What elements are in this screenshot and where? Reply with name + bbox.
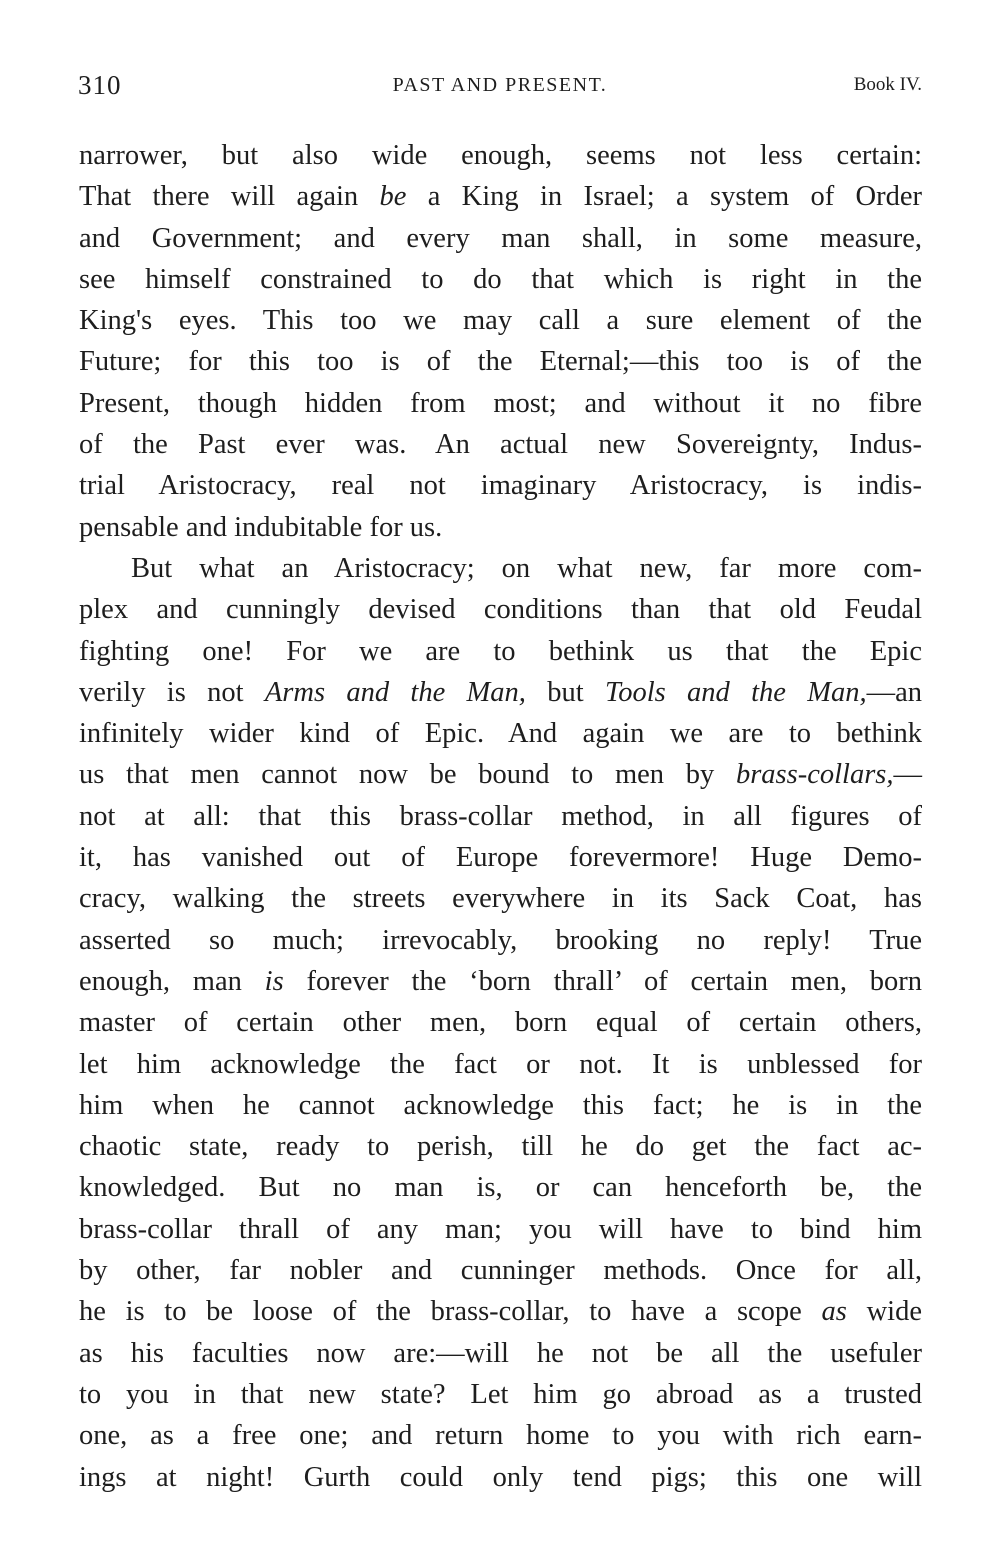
text-line <box>79 1415 922 1456</box>
italic-text: be <box>379 181 407 213</box>
text-segment: But what an Aristocracy; on what new, far more com- <box>131 552 922 584</box>
text-segment: asserted so much; irrevocably, brooking no reply! True <box>79 924 922 956</box>
paragraph <box>79 135 922 548</box>
text-segment: by other, far nobler and cunninger methods. Once for all, <box>79 1255 922 1287</box>
text-line <box>79 796 922 837</box>
text-segment: enough, man <box>79 965 265 997</box>
text-line <box>79 341 922 382</box>
text-line <box>79 713 922 754</box>
text-segment: forever the ‘born thrall’ of certain men, born <box>283 965 923 997</box>
italic-text: is <box>264 965 284 997</box>
text-line <box>79 631 922 672</box>
text-segment: him when he cannot acknowledge this fact; he is in the <box>79 1089 922 1121</box>
text-segment: not at all: that this brass-collar method, in all figures of <box>79 800 922 832</box>
page-number: 310 <box>78 70 122 100</box>
text-line <box>79 1002 922 1043</box>
text-line <box>79 1374 922 1415</box>
text-segment: —an <box>866 676 923 708</box>
text-segment: it, has vanished out of Europe forevermore! Huge Demo- <box>79 842 922 874</box>
italic-text: as <box>821 1296 847 1328</box>
text-line <box>79 1209 922 1250</box>
text-line <box>79 837 922 878</box>
text-segment: brass-collar thrall of any man; you will have to bind him <box>79 1213 922 1245</box>
text-line <box>79 1333 922 1374</box>
text-segment: — <box>893 759 922 791</box>
text-line <box>79 1250 922 1291</box>
text-segment: ings at night! Gurth could only tend pigs; this one will <box>79 1461 922 1493</box>
book-label: Book IV. <box>853 74 922 95</box>
text-segment: infinitely wider kind of Epic. And again we are to bethink <box>79 718 922 750</box>
text-segment: let him acknowledge the fact or not. It is unblessed for <box>79 1048 922 1080</box>
text-segment: pensable and indubitable for us. <box>79 511 443 543</box>
text-segment: of the Past ever was. An actual new Sovereignty, Indus- <box>79 429 922 461</box>
body-text <box>79 135 922 1498</box>
text-line <box>79 754 922 795</box>
text-segment: fighting one! For we are to bethink us that the Epic <box>79 635 922 667</box>
text-segment: master of certain other men, born equal of certain others, <box>79 1007 922 1039</box>
text-segment: a King in Israel; a system of Order <box>406 181 922 213</box>
text-line <box>79 672 922 713</box>
text-line <box>79 259 922 300</box>
italic-text: Arms and the Man, <box>264 676 526 708</box>
text-segment: knowledged. But no man is, or can henceforth be, the <box>79 1172 922 1204</box>
running-title: PAST AND PRESENT. <box>392 74 608 96</box>
text-line <box>79 300 922 341</box>
text-line <box>79 135 922 176</box>
text-line <box>79 920 922 961</box>
text-segment: plex and cunningly devised conditions than that old Feudal <box>79 594 922 626</box>
text-segment: us that men cannot now be bound to men by <box>79 759 736 791</box>
text-line <box>79 465 922 506</box>
text-segment: King's eyes. This too we may call a sure element of the <box>79 305 922 337</box>
text-line <box>79 424 922 465</box>
text-line <box>79 1044 922 1085</box>
text-segment: but <box>525 676 605 708</box>
text-line <box>79 548 922 589</box>
text-line <box>79 1291 922 1332</box>
text-line <box>79 1167 922 1208</box>
text-line <box>79 1457 922 1498</box>
text-segment: trial Aristocracy, real not imaginary Aristocracy, is indis- <box>79 470 922 502</box>
text-line <box>79 176 922 217</box>
text-line <box>79 878 922 919</box>
text-line <box>79 218 922 259</box>
text-segment: as his faculties now are:—will he not be all the usefuler <box>79 1337 922 1369</box>
text-segment: narrower, but also wide enough, seems not less certain: <box>79 140 922 171</box>
text-line <box>79 589 922 630</box>
text-segment: and Government; and every man shall, in some measure, <box>79 222 922 254</box>
text-line <box>79 1126 922 1167</box>
text-segment: That there will again <box>79 181 380 213</box>
text-segment: cracy, walking the streets everywhere in its Sack Coat, has <box>79 883 922 915</box>
italic-text: Tools and the Man, <box>604 676 867 708</box>
text-segment: one, as a free one; and return home to you with rich earn- <box>79 1420 922 1452</box>
text-line <box>79 961 922 1002</box>
text-segment: Present, though hidden from most; and without it no fibre <box>79 387 922 419</box>
text-line <box>79 1085 922 1126</box>
paragraph <box>79 548 922 1498</box>
text-line <box>79 507 922 548</box>
text-segment: wide <box>846 1296 922 1328</box>
text-segment: chaotic state, ready to perish, till he do get the fact ac- <box>79 1131 922 1163</box>
text-segment: see himself constrained to do that which is right in the <box>79 263 922 295</box>
italic-text: brass-collars, <box>735 759 894 791</box>
running-head <box>78 70 922 106</box>
text-segment: to you in that new state? Let him go abroad as a trusted <box>79 1378 922 1410</box>
text-segment: he is to be loose of the brass-collar, to have a scope <box>79 1296 822 1328</box>
text-segment: Future; for this too is of the Eternal;—this too is of the <box>79 346 922 378</box>
text-line <box>79 383 922 424</box>
text-segment: verily is not <box>79 676 265 708</box>
